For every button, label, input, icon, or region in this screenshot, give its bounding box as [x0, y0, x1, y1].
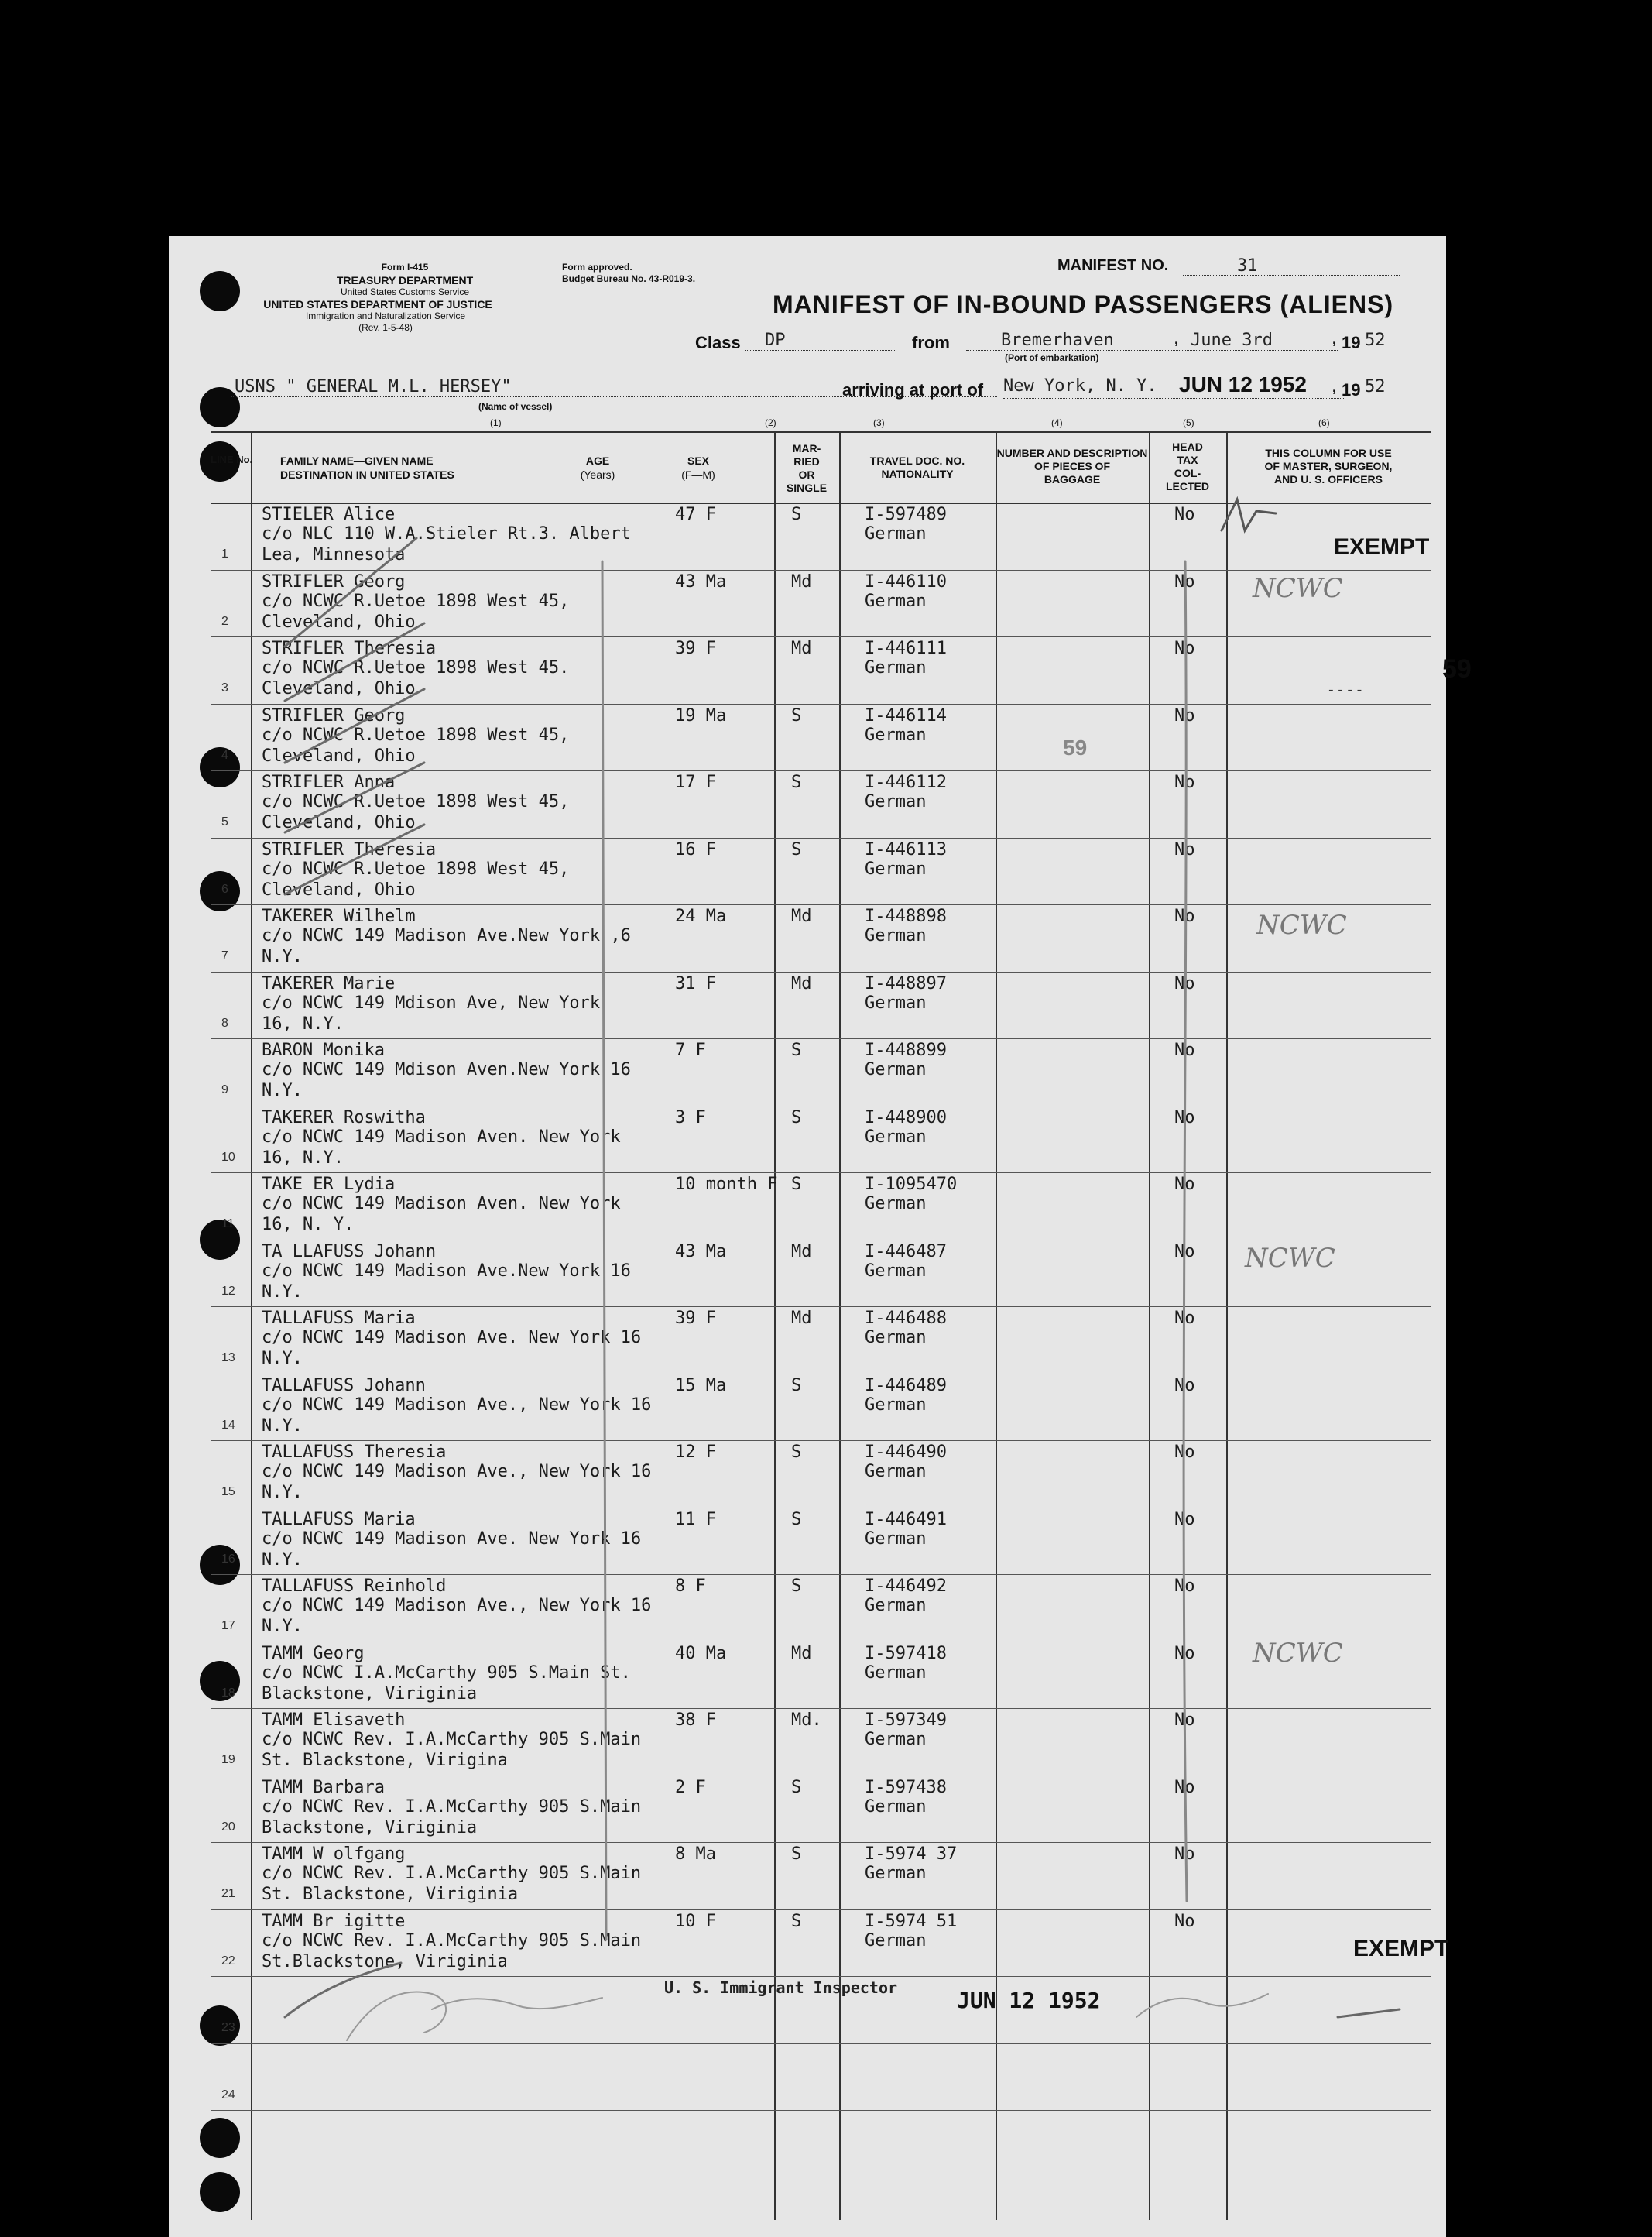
exempt-stamp-bottom: EXEMPT [1353, 1936, 1449, 1961]
age-sex: 8 Ma [675, 1844, 716, 1864]
age-sex: 19 Ma [675, 705, 727, 726]
passenger-name: TALLAFUSS Johann [262, 1375, 426, 1395]
nationality: German [865, 926, 927, 945]
side-number: 59 [1442, 654, 1472, 684]
col-travel-doc: TRAVEL DOC. NO. NATIONALITY [869, 455, 965, 480]
destination-line-1: c/o NCWC Rev. I.A.McCarthy 905 S.Main [262, 1730, 642, 1749]
line-number: 3 [221, 681, 228, 695]
age-sex: 43 Ma [675, 1241, 727, 1261]
passenger-name: TAKERER Marie [262, 973, 396, 993]
travel-doc-no: I-446489 [865, 1375, 947, 1395]
nationality: German [865, 1328, 927, 1347]
head-tax: No [1174, 1577, 1195, 1596]
marital-status: S [791, 1577, 802, 1596]
travel-doc-no: I-446490 [865, 1443, 947, 1462]
travel-doc-no: I-446492 [865, 1577, 947, 1596]
passenger-name: TALLAFUSS Reinhold [262, 1577, 447, 1596]
line-number: 11 [221, 1217, 235, 1230]
vessel-name: USNS " GENERAL M.L. HERSEY" [235, 377, 512, 396]
head-tax: No [1174, 1041, 1195, 1060]
col-name: FAMILY NAME—GIVEN NAME [280, 455, 434, 467]
vessel-caption: (Name of vessel) [478, 401, 553, 412]
marital-status: S [791, 1777, 802, 1797]
age-sex: 39 F [675, 639, 716, 658]
passenger-name: STRIFLER Theresia [262, 839, 437, 859]
nationality: German [865, 1796, 927, 1817]
line-number: 17 [221, 1619, 235, 1632]
destination-line-1: c/o NCWC 149 Madison Aven. New York [262, 1194, 621, 1213]
destination-line-1: c/o NCWC 149 Madison Ave., New York 16 [262, 1462, 652, 1481]
marital-status: S [791, 1844, 802, 1864]
passenger-name: STRIFLER Georg [262, 571, 406, 592]
head-tax: No [1174, 505, 1195, 524]
destination-line-2: N.Y. [262, 947, 303, 966]
passenger-name: TAMM Elisaveth [262, 1710, 406, 1730]
passenger-name: TALLAFUSS Maria [262, 1509, 416, 1529]
destination-line-1: c/o NCWC 149 Madison Aven. New York [262, 1127, 621, 1147]
head-tax: No [1174, 1107, 1195, 1127]
nationality: German [865, 859, 927, 879]
destination-line-2: N.Y. [262, 1281, 303, 1302]
col-age: AGE [585, 455, 610, 467]
destination-line-2: St. Blackstone, Viriginia [262, 1885, 519, 1904]
destination-line-1: c/o NCWC R.Uetoe 1898 West 45, [262, 591, 570, 611]
age-sex: 16 F [675, 839, 716, 859]
nationality: German [865, 993, 927, 1013]
manifest-no-value: 31 [1237, 256, 1258, 276]
nationality: German [865, 591, 927, 611]
line-number: 12 [221, 1284, 235, 1298]
travel-doc-no: I-5974 37 [865, 1844, 958, 1864]
arrival-date-stamp: JUN 12 1952 [1179, 372, 1308, 396]
destination-line-2: Cleveland, Ohio [262, 679, 416, 698]
destination-line-1: c/o NCWC 149 Madison Ave.New York ,6 [262, 926, 631, 945]
travel-doc-no: I-446491 [865, 1509, 947, 1529]
head-tax: No [1174, 973, 1195, 993]
nationality: German [865, 1194, 927, 1213]
arrival-year-prefix: 19 [1342, 380, 1361, 400]
travel-doc-no: I-446114 [865, 705, 947, 726]
travel-doc-no: I-446487 [865, 1241, 947, 1261]
marital-status: Md [791, 907, 812, 926]
col-line-no: LINE No. [211, 454, 253, 465]
inspector-signature [347, 1992, 1268, 2041]
arrival-year: 52 [1365, 377, 1386, 396]
travel-doc-no: I-446113 [865, 839, 947, 859]
age-sex: 10 F [675, 1911, 716, 1931]
head-tax: No [1174, 907, 1195, 926]
destination-line-2: 16, N. Y. [262, 1215, 355, 1234]
marital-status: Md [791, 1309, 812, 1328]
destination-line-2: N.Y. [262, 1483, 303, 1502]
age-sex: 39 F [675, 1309, 716, 1328]
marital-status: Md. [791, 1710, 822, 1730]
treasury-dept: TREASURY DEPARTMENT [336, 274, 474, 286]
age-sex: 17 F [675, 773, 716, 792]
nationality: German [865, 524, 927, 544]
nationality: German [865, 792, 927, 811]
baggage-count-stamp: 59 [1063, 736, 1088, 760]
marital-status: Md [791, 973, 812, 993]
line-number: 13 [221, 1351, 235, 1364]
age-sex: 24 Ma [675, 907, 727, 926]
line-number: 22 [221, 1954, 235, 1968]
travel-doc-no: I-446488 [865, 1309, 947, 1328]
line-number: 16 [221, 1552, 235, 1566]
destination-line-2: St. Blackstone, Virigina [262, 1751, 508, 1770]
head-tax: No [1174, 705, 1195, 726]
passenger-name: TALLAFUSS Theresia [262, 1443, 447, 1462]
age-sex: 10 month F [675, 1175, 778, 1194]
from-label: from [912, 333, 950, 352]
passenger-name: STIELER Alice [262, 505, 396, 524]
nationality: German [865, 1529, 927, 1549]
destination-line-2: Blackstone, Viriginia [262, 1817, 478, 1837]
line-number: 2 [221, 614, 228, 628]
budget-bureau: Budget Bureau No. 43-R019-3. [562, 273, 696, 284]
passenger-name: TAMM Barbara [262, 1777, 385, 1797]
destination-line-2: Cleveland, Ohio [262, 813, 416, 832]
col-num-2: (2) [765, 417, 776, 428]
marital-status: S [791, 1443, 802, 1462]
nationality: German [865, 1261, 927, 1281]
age-sex: 31 F [675, 973, 716, 993]
line-number: 4 [221, 748, 228, 762]
handwritten-ncwc: NCWC [1245, 1243, 1335, 1274]
line-number: 8 [221, 1016, 228, 1030]
line-number: 21 [221, 1887, 235, 1900]
exempt-stamp-top: EXEMPT [1334, 534, 1430, 560]
form-revision: (Rev. 1-5-48) [358, 322, 413, 333]
destination-line-2: 16, N.Y. [262, 1148, 344, 1168]
handwritten-ncwc: NCWC [1253, 1638, 1343, 1669]
travel-doc-no: I-597418 [865, 1643, 947, 1663]
passenger-name: TAMM Georg [262, 1643, 365, 1663]
year-prefix: 19 [1342, 333, 1361, 352]
destination-line-1: c/o NCWC Rev. I.A.McCarthy 905 S.Main [262, 1930, 642, 1951]
form-approved: Form approved. [562, 262, 632, 273]
destination-line-2: N.Y. [262, 1549, 303, 1570]
form-number: Form I-415 [381, 262, 429, 273]
col-destination: DESTINATION IN UNITED STATES [280, 468, 454, 481]
port-embark-caption: (Port of embarkation) [1005, 352, 1099, 363]
marital-status: S [791, 1375, 802, 1395]
destination-line-2: N.Y. [262, 1617, 303, 1636]
head-tax: No [1174, 1643, 1195, 1663]
destination-line-1: c/o NCWC 149 Madison Ave., New York 16 [262, 1395, 652, 1415]
destination-line-2: Cleveland, Ohio [262, 880, 416, 900]
passenger-name: TAKE ER Lydia [262, 1175, 396, 1194]
passenger-name: STRIFLER Theresia [262, 639, 437, 658]
nationality: German [865, 1462, 927, 1481]
passenger-name: TA LLAFUSS Johann [262, 1241, 437, 1261]
embark-year: 52 [1365, 331, 1386, 350]
head-tax: No [1174, 839, 1195, 859]
age-sex: 15 Ma [675, 1375, 727, 1395]
destination-line-2: N.Y. [262, 1081, 303, 1100]
age-sex: 2 F [675, 1777, 706, 1797]
marital-status: Md [791, 1241, 812, 1261]
destination-line-1: c/o NCWC 149 Madison Ave. New York 16 [262, 1529, 642, 1549]
nationality: German [865, 1060, 927, 1079]
head-tax: No [1174, 1844, 1195, 1864]
travel-doc-no: I-446110 [865, 571, 947, 592]
marital-status: S [791, 1911, 802, 1931]
head-tax: No [1174, 571, 1195, 592]
line-number: 14 [221, 1418, 235, 1432]
nationality: German [865, 1395, 927, 1415]
marital-status: Md [791, 571, 812, 592]
line-number: 19 [221, 1753, 235, 1766]
destination-line-2: N.Y. [262, 1415, 303, 1436]
line-number: 18 [221, 1686, 235, 1700]
marital-status: S [791, 705, 802, 726]
arriving-label: arriving at port of [842, 380, 984, 400]
destination-line-1: c/o NCWC 149 Mdison Ave, New York [262, 993, 601, 1013]
marital-status: S [791, 1041, 802, 1060]
passenger-name: TAKERER Roswitha [262, 1107, 426, 1127]
age-sex: 3 F [675, 1107, 706, 1127]
head-tax: No [1174, 1375, 1195, 1395]
travel-doc-no: I-1095470 [865, 1175, 958, 1194]
head-tax: No [1174, 1443, 1195, 1462]
passenger-name: BARON Monika [262, 1041, 385, 1060]
manifest-no-label: MANIFEST NO. [1057, 257, 1169, 274]
arrival-port: New York, N. Y. [1003, 376, 1157, 396]
marital-status: S [791, 773, 802, 792]
line-number: 1 [221, 547, 228, 561]
travel-doc-no: I-446111 [865, 639, 947, 658]
head-tax: No [1174, 1777, 1195, 1797]
col-num-4: (4) [1051, 417, 1063, 428]
nationality: German [865, 1930, 927, 1951]
destination-line-1: c/o NCWC 149 Madison Ave. New York 16 [262, 1328, 642, 1347]
destination-line-1: c/o NCWC Rev. I.A.McCarthy 905 S.Main [262, 1864, 642, 1883]
col-head-tax: HEAD TAX COL- LECTED [1166, 441, 1209, 492]
head-tax: No [1174, 639, 1195, 658]
head-tax: No [1174, 1241, 1195, 1261]
line-number: 9 [221, 1083, 228, 1096]
handwritten-ncwc: NCWC [1256, 910, 1347, 941]
destination-line-1: c/o NCWC I.A.McCarthy 905 S.Main St. [262, 1662, 631, 1683]
col-married: MAR- RIED OR SINGLE [786, 442, 828, 494]
destination-line-1: c/o NCWC Rev. I.A.McCarthy 905 S.Main [262, 1796, 642, 1817]
col-num-1: (1) [490, 417, 502, 428]
inspector-date-stamp: JUN 12 1952 [957, 1988, 1101, 2013]
embark-date: June 3rd [1191, 331, 1273, 350]
destination-line-2: Lea, Minnesota [262, 545, 406, 564]
age-sex: 38 F [675, 1710, 716, 1730]
destination-line-2: Cleveland, Ohio [262, 746, 416, 766]
travel-doc-no: I-597438 [865, 1777, 947, 1797]
col-age-sub: (Years) [580, 468, 615, 481]
destination-line-1: c/o NCWC 149 Mdison Aven.New York 16 [262, 1060, 631, 1079]
nationality: German [865, 1730, 927, 1749]
destination-line-1: c/o NCWC 149 Madison Ave., New York 16 [262, 1596, 652, 1615]
line-number: 6 [221, 882, 228, 896]
age-sex: 47 F [675, 505, 716, 524]
travel-doc-no: I-448900 [865, 1107, 947, 1127]
handwritten-marks [169, 236, 1449, 2237]
marital-status: S [791, 505, 802, 524]
travel-doc-no: I-597489 [865, 505, 947, 524]
handwritten-ncwc: NCWC [1253, 573, 1343, 604]
destination-line-1: c/o NCWC R.Uetoe 1898 West 45, [262, 859, 570, 879]
passenger-name: TAKERER Wilhelm [262, 907, 416, 926]
destination-line-1: c/o NCWC R.Uetoe 1898 West 45, [262, 792, 570, 811]
destination-line-2: Cleveland, Ohio [262, 612, 416, 632]
destination-line-2: N.Y. [262, 1349, 303, 1368]
age-sex: 43 Ma [675, 571, 727, 592]
justice-dept: UNITED STATES DEPARTMENT OF JUSTICE [263, 298, 492, 311]
nationality: German [865, 725, 927, 745]
ins-service: Immigration and Naturalization Service [305, 311, 466, 321]
col-baggage: NUMBER AND DESCRIPTION OF PIECES OF BAGGAGE [996, 447, 1148, 485]
line-number: 24 [221, 2088, 235, 2101]
head-tax: No [1174, 1710, 1195, 1730]
page-title: MANIFEST OF IN-BOUND PASSENGERS (ALIENS) [773, 290, 1394, 318]
passenger-name: TALLAFUSS Maria [262, 1309, 416, 1328]
nationality: German [865, 658, 927, 678]
line-number: 15 [221, 1485, 235, 1498]
class-value: DP [765, 331, 786, 350]
travel-doc-no: I-448899 [865, 1041, 947, 1060]
marital-status: Md [791, 639, 812, 658]
from-value: Bremerhaven [1001, 331, 1114, 350]
dash-mark: - - - - [1328, 681, 1362, 698]
customs-service: United States Customs Service [340, 286, 470, 297]
age-sex: 40 Ma [675, 1643, 727, 1663]
head-tax: No [1174, 1175, 1195, 1194]
inspector-label: U. S. Immigrant Inspector [664, 1978, 898, 1997]
line-number: 20 [221, 1820, 235, 1834]
line-number: 7 [221, 949, 228, 962]
passenger-name: STRIFLER Anna [262, 773, 396, 792]
travel-doc-no: I-5974 51 [865, 1911, 958, 1931]
travel-doc-no: I-597349 [865, 1710, 947, 1730]
destination-line-1: c/o NLC 110 W.A.Stieler Rt.3. Albert [262, 524, 631, 544]
class-label: Class [695, 333, 741, 352]
travel-doc-no: I-446112 [865, 773, 947, 792]
marital-status: S [791, 839, 802, 859]
marital-status: S [791, 1175, 802, 1194]
col-sex-sub: (F—M) [681, 468, 715, 481]
col-num-3: (3) [873, 417, 885, 428]
destination-line-1: c/o NCWC 149 Madison Ave.New York 16 [262, 1261, 631, 1281]
col-num-6: (6) [1318, 417, 1330, 428]
marital-status: S [791, 1509, 802, 1529]
travel-doc-no: I-448897 [865, 973, 947, 993]
destination-line-2: St.Blackstone, Viriginia [262, 1951, 508, 1971]
head-tax: No [1174, 1309, 1195, 1328]
col-num-5: (5) [1183, 417, 1194, 428]
col-sex: SEX [687, 455, 709, 467]
line-number: 23 [221, 2021, 235, 2034]
passenger-name: STRIFLER Georg [262, 705, 406, 726]
destination-line-2: Blackstone, Viriginia [262, 1683, 478, 1703]
travel-doc-no: I-448898 [865, 907, 947, 926]
age-sex: 7 F [675, 1041, 706, 1060]
nationality: German [865, 1127, 927, 1147]
line-number: 10 [221, 1150, 235, 1164]
destination-line-2: 16, N.Y. [262, 1014, 344, 1034]
passenger-name: TAMM Br igitte [262, 1911, 406, 1931]
destination-line-1: c/o NCWC R.Uetoe 1898 West 45, [262, 725, 570, 745]
age-sex: 11 F [675, 1509, 716, 1529]
passenger-name: TAMM W olfgang [262, 1844, 406, 1864]
line-number: 5 [221, 815, 228, 829]
head-tax: No [1174, 773, 1195, 792]
age-sex: 12 F [675, 1443, 716, 1462]
marital-status: S [791, 1107, 802, 1127]
nationality: German [865, 1864, 927, 1883]
destination-line-1: c/o NCWC R.Uetoe 1898 West 45. [262, 658, 570, 678]
nationality: German [865, 1596, 927, 1615]
col-officers: THIS COLUMN FOR USE OF MASTER, SURGEON, AND U. S. OFFICERS [1264, 447, 1393, 485]
manifest-sheet: Form I-415 TREASURY DEPARTMENT United States Customs Service UNITED STATES DEPARTMENT OF JUSTICE Immigration and Naturalization Service (Rev. 1-5-48) Form approved. Budget Bureau No. 43-R019-3. MANIFEST NO. 31 MANIFEST OF IN-BOUND PASSENGERS (ALIENS) Class DP from Bremerhaven , June 3rd , 19 52 (Port of embarkation) USNS " GENERAL M.L. HERSEY" (Name of vessel) arriving at port of New York, N. Y. JUN 12 1952 , 19 52 (1) (2) (3) (4) (5) (6) LINE No. FAMILY NAME—GIVEN NAME DESTINATION IN UNITED STATES AGE (Years) SEX (F—M) MAR- RIED OR SINGLE TRAVEL DOC. NO. NATIONALITY NUMBER AND DESCRIPTION OF PIECES OF BAGGAGE HEAD TAX COL- LECTED THIS COLUMN FOR USE OF MASTER, SURGEON, AND U. S. OFFICERS 1 STIELER Alice 47 F S I-597489 German No c/o NLC 110 W.A.Stieler Rt.3. Albert Lea, Minnesota 2 STRIFLER Georg 43 Ma Md I-446110 German No c/o NCWC R.Uetoe 1898 West 45, Cleveland, Ohio 3 STRIFLER Theresia 39 F Md I-446111 German No c/o NCWC R.Uetoe 1898 West 45. Cleveland, Ohio 4 STRIFLER Georg 19 Ma S I-446114 German No c/o NCWC R.Uetoe 1898 West 45, Cleveland, Ohio 5 STRIFLER Anna 17 F S I-446112 German No c/o NCWC R.Uetoe 1898 West 45, Cleveland, Ohio 6 STRIFLER Theresia 16 F S I-446113 German No c/o NCWC R.Uetoe 1898 West 45, Cleveland, Ohio 7 TAKERER Wilhelm 24 Ma Md I-448898 German No c/o NCWC 149 Madison Ave.New York ,6 N.Y. 8 TAKERER Marie 31 F Md I-448897 German No c/o NCWC 149 Mdison Ave, New York 16, N.Y. 9 BARON Monika 7 F S I-448899 German No c/o NCWC 149 Mdison Aven.New York 16 N.Y. 10 TAKERER Roswitha 3 F S I-448900 German No c/o NCWC 149 Madison Aven. New York 16, N.Y. 11 TAKE ER Lydia 10 month F S I-1095470 German No c/o NCWC 149 Madison Aven. New York 16, N. Y. 12 TA LLAFUSS Johann 43 Ma Md I-446487 German No c/o NCWC 149 Madison Ave.New York 16 N.Y. 13 TALLAFUSS Maria 39 F Md I-446488 German No c/o NCWC 149 Madison Ave. New York 16 N.Y. 14 TALLAFUSS Johann 15 Ma S I-446489 German No c/o NCWC 149 Madison Ave., New York 16 N.Y. 15 TALLAFUSS Theresia 12 F S I-446490 German No c/o NCWC 149 Madison Ave., New York 16 N.Y. 16 TALLAFUSS Maria 11 F S I-446491 German No c/o NCWC 149 Madison Ave. New York 16 N.Y. 17 TALLAFUSS Reinhold 8 F S I-446492 German No c/o NCWC 149 Madison Ave., New York 16 N.Y. 18 TAMM Georg 40 Ma Md I-597418 German No c/o NCWC I.A.McCarthy 905 S.Main St. Blackstone, Viriginia 19 TAMM Elisaveth 38 F Md. I-597349 German No c/o NCWC Rev. I.A.McCarthy 905 S.Main St. Blackstone, Virigina 20 TAMM Barbara 2 F S I-597438 German No c/o NCWC Rev. I.A.McCarthy 905 S.Main Blackstone, Viriginia 21 TAMM W olfgang 8 Ma S I-5974 37 German No c/o NCWC Rev. I.A.McCarthy 905 S.Main St. Blackstone, Viriginia 22 TAMM Br igitte 10 F S I-5974 51 German No c/o NCWC Rev. I.A.McCarthy 905 S.Main St.Blackstone, Viriginia 23 24 EXEMPT EXEMPT 59 - - - - 59 NCWC NCWC NCWC NCWC U. S. Immigrant Inspector JUN 12 1952 [169, 236, 1446, 2237]
marital-status: Md [791, 1643, 812, 1663]
nationality: German [865, 1662, 927, 1683]
age-sex: 8 F [675, 1577, 706, 1596]
head-tax: No [1174, 1509, 1195, 1529]
head-tax: No [1174, 1911, 1195, 1931]
